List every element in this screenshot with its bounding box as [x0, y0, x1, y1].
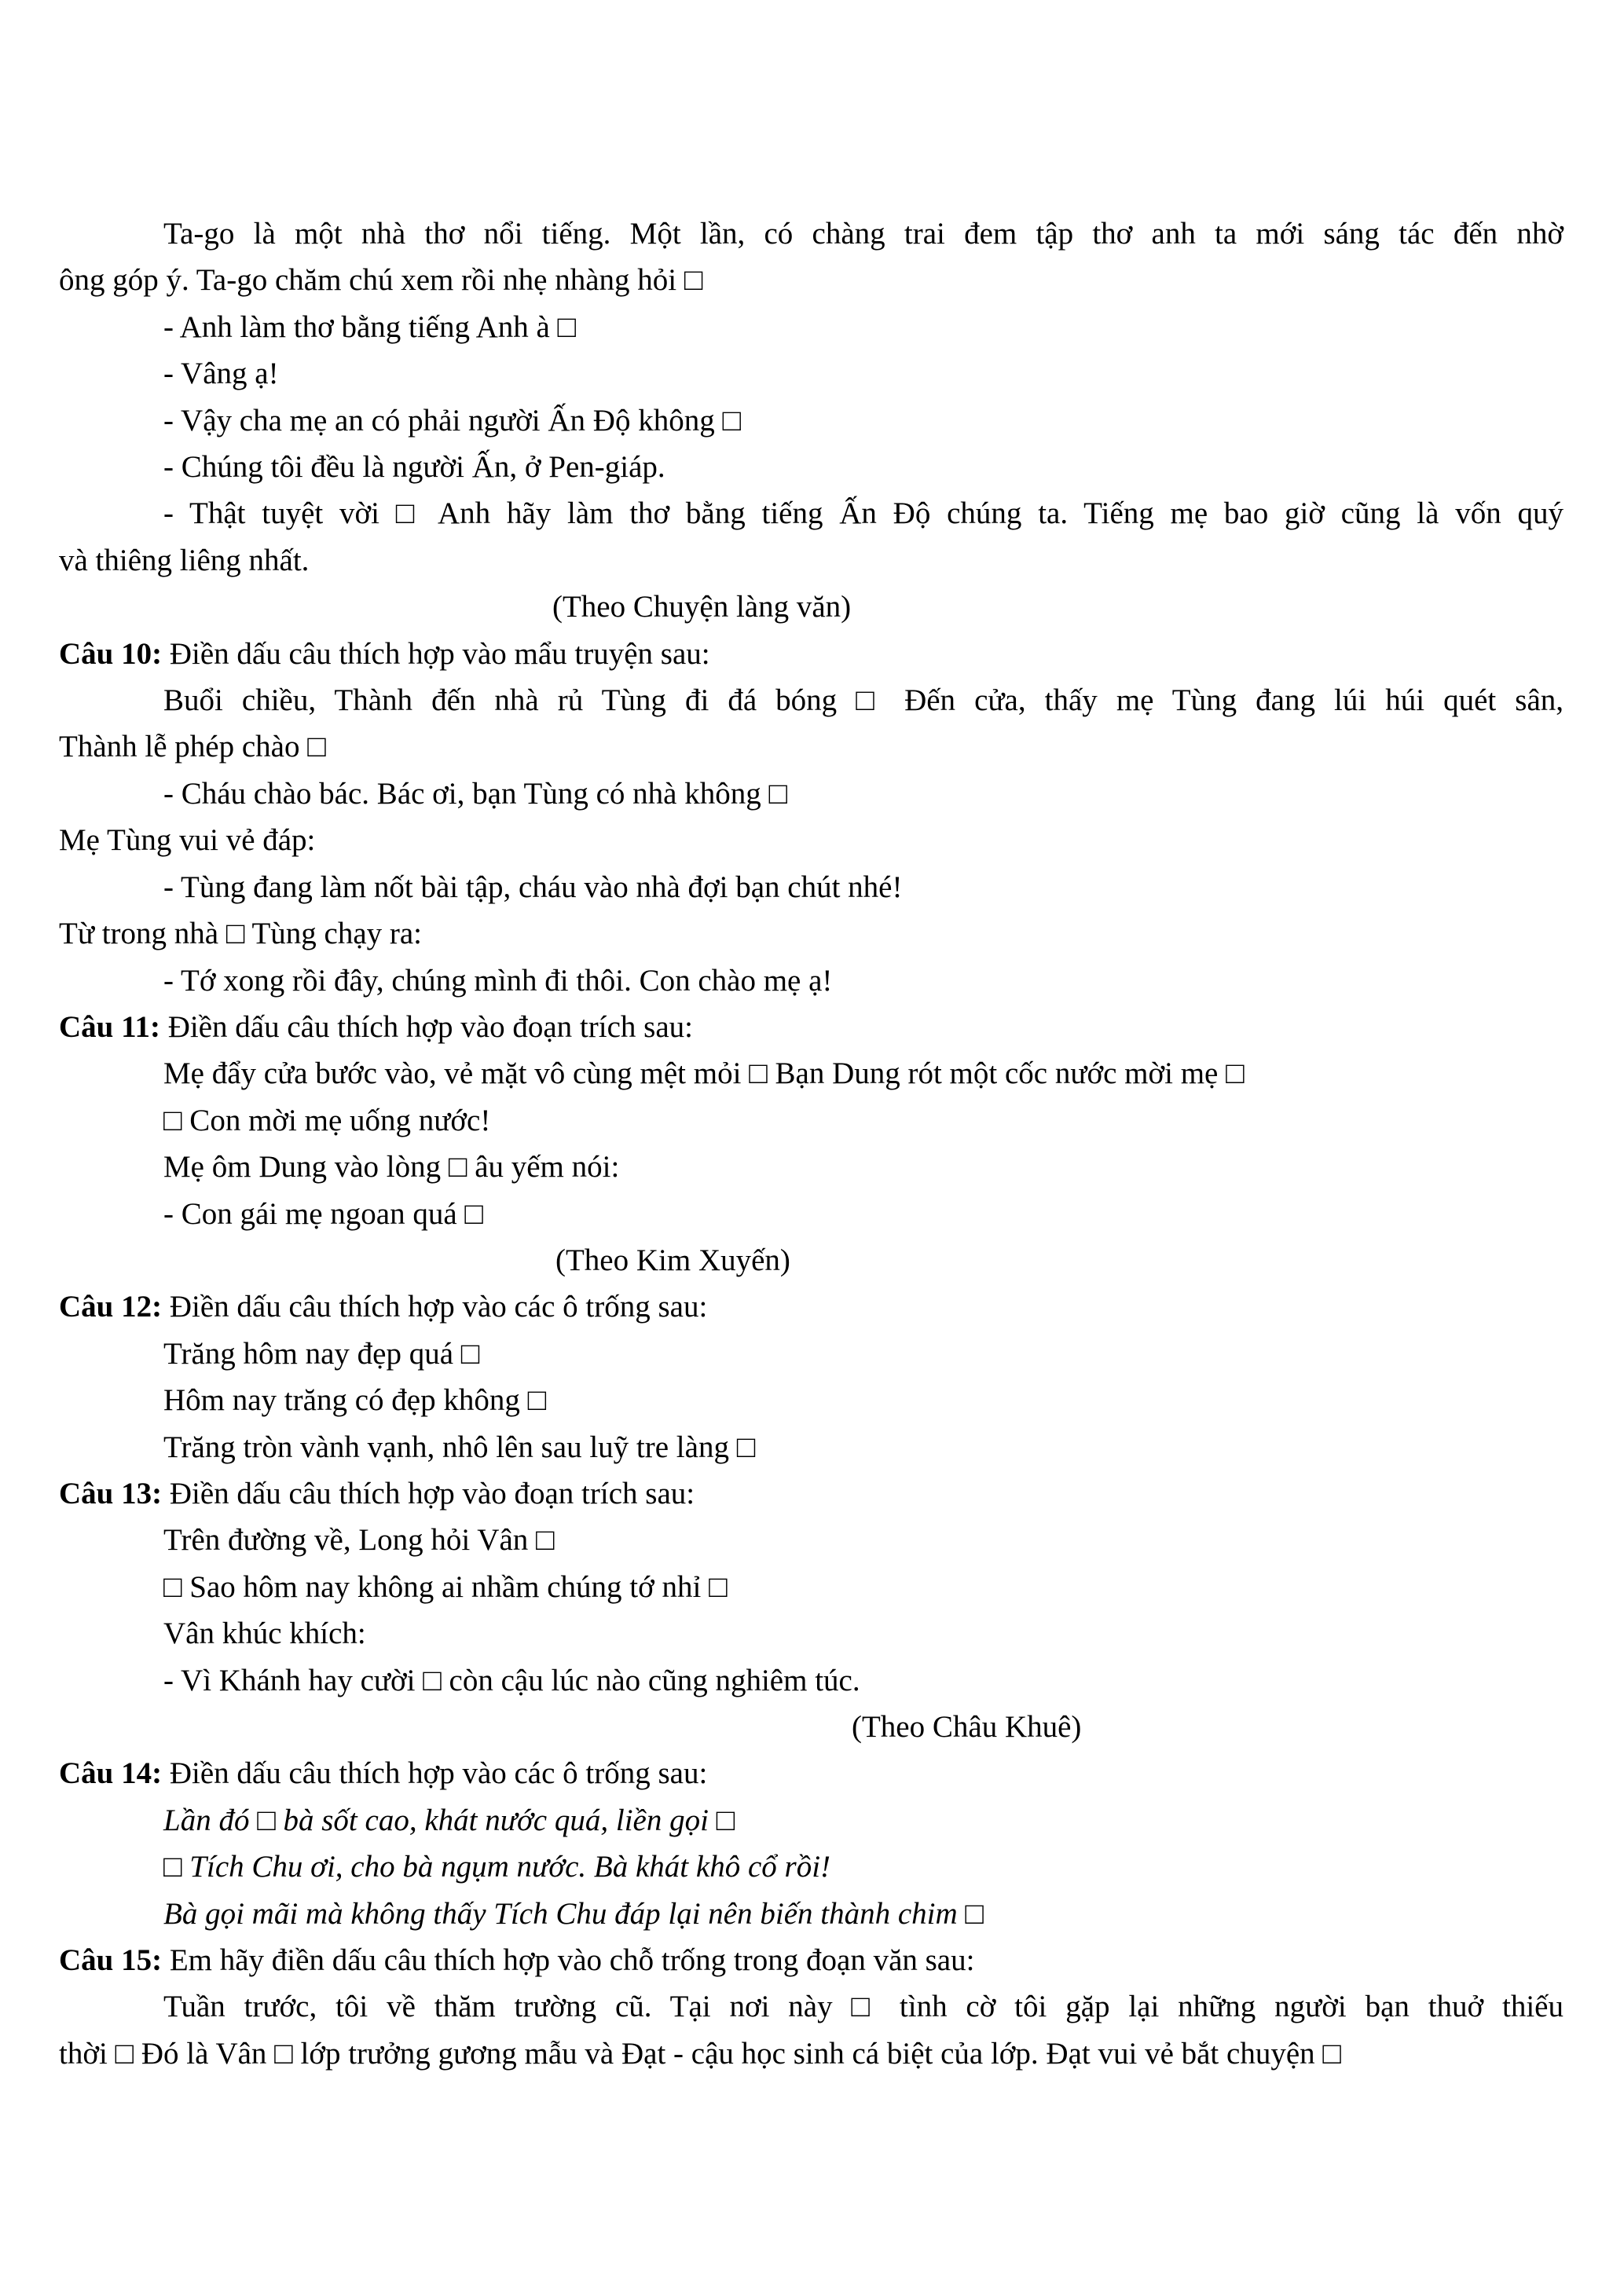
text-line — [59, 1797, 1564, 1844]
question-heading-line — [59, 631, 1564, 677]
line-text: Trên đường về, Long hỏi Vân □ — [163, 1523, 555, 1558]
question-heading-line — [59, 1750, 1564, 1796]
text-line — [59, 910, 1564, 957]
text-line — [59, 1844, 1564, 1890]
text-line — [59, 490, 1564, 536]
line-text: Mẹ Tùng vui vẻ đáp: — [59, 823, 316, 858]
question-label: Câu 10: — [59, 636, 163, 671]
line-text: Điền dấu câu thích hợp vào các ô trống sau: — [169, 1756, 708, 1791]
text-line — [59, 958, 1564, 1004]
text-line — [59, 1983, 1564, 2030]
text-line — [59, 1891, 1564, 1937]
text-line — [59, 1424, 1564, 1470]
line-text: (Theo Kim Xuyến) — [555, 1243, 790, 1277]
text-line — [59, 771, 1564, 817]
line-text: - Thật tuyệt vời □ Anh hãy làm thơ bằng tiếng Ấn Độ chúng ta. Tiếng mẹ bao giờ cũng là vốn quý — [163, 496, 1564, 531]
line-text: - Vì Khánh hay cười □ còn cậu lúc nào cũng nghiêm túc. — [163, 1663, 860, 1697]
question-label: Câu 12: — [59, 1290, 163, 1324]
text-line — [59, 584, 1564, 630]
line-text: thời □ Đó là Vân □ lớp trưởng gương mẫu và Đạt - cậu học sinh cá biệt của lớp. Đạt vui vẻ bắt chuyện □ — [59, 2036, 1341, 2071]
line-text: - Vâng ạ! — [163, 357, 279, 391]
text-line — [59, 1050, 1564, 1097]
text-line — [59, 677, 1564, 723]
line-text: - Chúng tôi đều là người Ấn, ở Pen-giáp. — [163, 450, 665, 485]
line-text: - Vậy cha mẹ an có phải người Ấn Độ không □ — [163, 403, 742, 438]
question-label: Câu 14: — [59, 1756, 163, 1791]
line-text: Tuần trước, tôi về thăm trường cũ. Tại nơi này □ tình cờ tôi gặp lại những người bạn thuở thiếu — [163, 1990, 1564, 2024]
line-text: Hôm nay trăng có đẹp không □ — [163, 1383, 547, 1418]
text-line — [59, 1237, 1564, 1283]
line-text: - Anh làm thơ bằng tiếng Anh à □ — [163, 309, 577, 344]
text-line — [59, 1704, 1564, 1750]
line-text: Trăng tròn vành vạnh, nhô lên sau luỹ tre làng □ — [163, 1430, 756, 1464]
line-text: và thiêng liêng nhất. — [59, 543, 310, 577]
question-label: Câu 13: — [59, 1476, 163, 1511]
text-line — [59, 1097, 1564, 1144]
question-heading-line — [59, 1283, 1564, 1330]
text-line — [59, 817, 1564, 863]
line-text: - Tùng đang làm nốt bài tập, cháu vào nhà đợi bạn chút nhé! — [163, 870, 903, 904]
line-text: □ Tích Chu ơi, cho bà ngụm nước. Bà khát khô cổ rồi! — [163, 1850, 831, 1884]
line-text: Lần đó □ bà sốt cao, khát nước quá, liền gọi □ — [163, 1803, 735, 1837]
line-text: Em hãy điền dấu câu thích hợp vào chỗ trống trong đoạn văn sau: — [169, 1943, 975, 1978]
line-text: □ Con mời mẹ uống nước! — [163, 1103, 491, 1137]
line-text: Điền dấu câu thích hợp vào đoạn trích sau: — [169, 1476, 695, 1511]
line-text: - Tớ xong rồi đây, chúng mình đi thôi. Con chào mẹ ạ! — [163, 963, 833, 998]
line-text: Vân khúc khích: — [163, 1617, 366, 1651]
text-line — [59, 723, 1564, 770]
line-text: Buổi chiều, Thành đến nhà rủ Tùng đi đá bóng □ Đến cửa, thấy mẹ Tùng đang lúi húi quét sân, — [163, 683, 1564, 718]
text-line — [59, 350, 1564, 397]
text-line — [59, 1144, 1564, 1190]
text-line — [59, 1657, 1564, 1704]
line-text: Mẹ ôm Dung vào lòng □ âu yếm nói: — [163, 1150, 620, 1185]
text-line — [59, 397, 1564, 444]
text-line — [59, 304, 1564, 350]
question-label: Câu 15: — [59, 1943, 163, 1978]
text-line — [59, 864, 1564, 910]
text-line — [59, 1331, 1564, 1377]
line-text: Từ trong nhà □ Tùng chạy ra: — [59, 917, 423, 951]
line-text: (Theo Châu Khuê) — [852, 1710, 1082, 1744]
line-text: Ta-go là một nhà thơ nổi tiếng. Một lần, có chàng trai đem tập thơ anh ta mới sáng tác đến nhờ — [163, 217, 1564, 251]
line-text: Điền dấu câu thích hợp vào đoạn trích sau: — [167, 1009, 693, 1044]
line-text: - Cháu chào bác. Bác ơi, bạn Tùng có nhà không □ — [163, 776, 787, 811]
question-heading-line — [59, 1937, 1564, 1983]
text-line — [59, 1377, 1564, 1423]
text-line — [59, 1517, 1564, 1563]
text-line — [59, 257, 1564, 303]
line-text: Bà gọi mãi mà không thấy Tích Chu đáp lại nên biến thành chim □ — [163, 1896, 984, 1931]
line-text: Điền dấu câu thích hợp vào các ô trống sau: — [169, 1290, 708, 1324]
text-line — [59, 537, 1564, 584]
question-heading-line — [59, 1004, 1564, 1050]
text-line — [59, 1564, 1564, 1610]
line-text: ông góp ý. Ta-go chăm chú xem rồi nhẹ nhàng hỏi □ — [59, 263, 703, 298]
line-text: Thành lễ phép chào □ — [59, 730, 326, 764]
document-content — [59, 211, 1564, 2077]
question-label: Câu 11: — [59, 1009, 160, 1044]
line-text: Mẹ đẩy cửa bước vào, vẻ mặt vô cùng mệt mỏi □ Bạn Dung rót một cốc nước mời mẹ □ — [163, 1056, 1245, 1091]
question-heading-line — [59, 1470, 1564, 1517]
text-line — [59, 1610, 1564, 1657]
text-line — [59, 211, 1564, 257]
line-text: - Con gái mẹ ngoan quá □ — [163, 1196, 483, 1231]
line-text: Trăng hôm nay đẹp quá □ — [163, 1336, 480, 1371]
line-text: Điền dấu câu thích hợp vào mẩu truyện sau: — [169, 636, 710, 671]
line-text: □ Sao hôm nay không ai nhầm chúng tớ nhỉ □ — [163, 1569, 728, 1604]
line-text: (Theo Chuyện làng văn) — [552, 590, 852, 624]
text-line — [59, 1191, 1564, 1237]
text-line — [59, 2031, 1564, 2077]
text-line — [59, 444, 1564, 490]
